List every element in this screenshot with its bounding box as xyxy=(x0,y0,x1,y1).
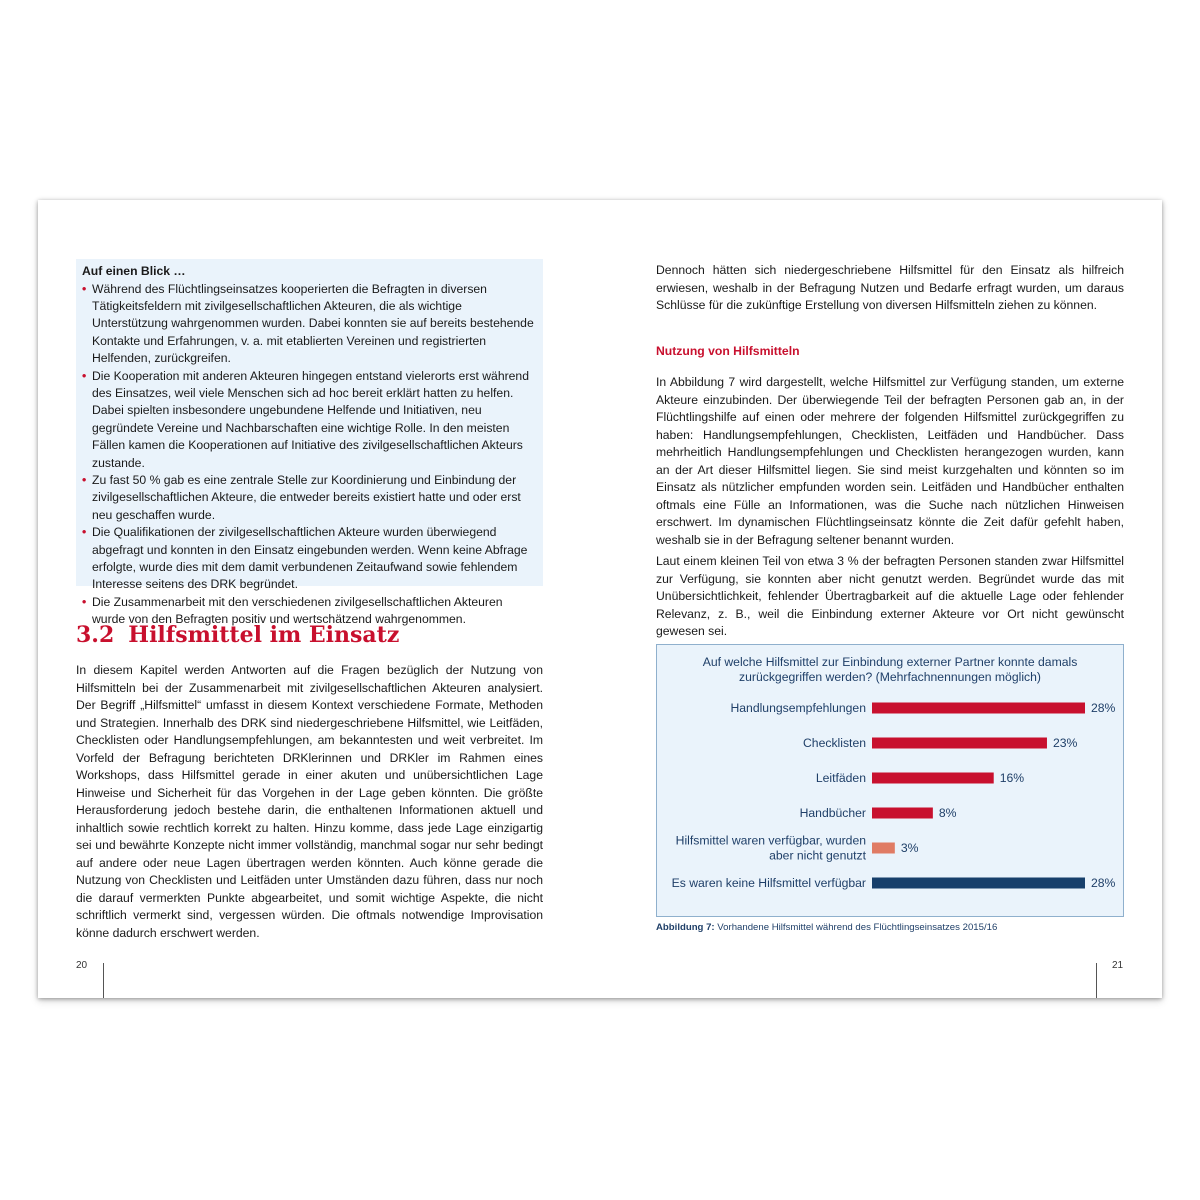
chart-value-label: 23% xyxy=(1052,736,1078,750)
chart-value-label: 28% xyxy=(1091,701,1116,715)
chart-category-label: Checklisten xyxy=(803,736,866,750)
bullet-icon: • xyxy=(82,525,87,540)
figure-caption-label: Abbildung 7: xyxy=(656,922,715,933)
summary-item: • Während des Flüchtlingseinsatzes kooperierten die Befragten in diversen Tätigkeitsfeldern mit zivilgesellschaftlichen Akteuren, die als wichtige Unterstützung wahrgenommen wurden. Dabei konnten sie auf bereits bestehende Kontakte und Erfahrungen, v. a. mit etablierten Vereinen und registrierten Helfenden, zurückgreifen. xyxy=(82,281,534,366)
chart-category-label: Es waren keine Hilfsmittel verfügbar xyxy=(671,876,866,890)
figure-caption-text: Vorhandene Hilfsmittel während des Flüchtlingseinsatzes 2015/16 xyxy=(717,922,998,933)
section-subheading: Nutzung von Hilfsmitteln xyxy=(656,344,800,358)
bullet-icon: • xyxy=(82,472,87,487)
page-divider-right xyxy=(1096,963,1097,998)
bullet-icon: • xyxy=(82,594,87,609)
summary-item: • Die Qualifikationen der zivilgesellschaftlichen Akteure wurden überwiegend abgefragt und konnten in den Einsatz eingebunden werden. Wenn keine Abfrage erfolgte, wurde dies mit dem damit verbundenen Zeitaufwand sowie fehlendem Interesse seitens des DRK begründet. xyxy=(82,525,528,592)
chart-bar xyxy=(872,878,1085,889)
chart-bar xyxy=(872,738,1047,749)
summary-box-title: Auf einen Blick … xyxy=(82,264,186,278)
left-body-text: In diesem Kapitel werden Antworten auf die Fragen bezüglich der Nutzung von Hilfsmitteln bei der Zusammenarbeit mit zivilgesellschaftlichen Akteuren analysiert. Der Begriff „Hilfsmittel“ umfasst in diesem Kontext verschiedene Formate, Methoden und Strategien. Innerhalb des DRK sind niedergeschriebene Hilfsmittel, wie Leitfäden, Checklisten oder Handlungsempfehlungen, am bekanntesten und weit verbreitet. Im Vorfeld der Befragung berichteten DRKlerinnen und DRKler im Rahmen eines Workshops, dass Hilfsmittel gerade in einer akuten und unübersichtlichen Lage Hinweise und Sicherheit für das Vorgehen in der Lage geben könnten. Die größte Herausforderung jedoch bestehe darin, die enthaltenen Informationen aktuell und inhaltlich sowie rechtlich korrekt zu halten. Hinzu komme, dass jede Lage einzigartig sei und bewährte Konzepte nicht immer vollständig, manchmal sogar nur sehr bedingt auf andere oder neue Lagen übertragen werden könnten. Auch könne gerade die Nutzung von Checklisten und Leitfäden unter Umständen dazu führen, dass nur noch die darauf vermerkten Punkte abgearbeitet, und somit wichtige Aspekte, die nicht schriftlich vermerkt sind, vergessen würden. Die oftmals notwendige Improvisation könne dadurch erschwert werden. xyxy=(76,663,543,940)
page-number-right: 21 xyxy=(1112,960,1124,971)
bullet-icon: • xyxy=(82,281,87,296)
figure-caption xyxy=(656,922,997,933)
summary-list xyxy=(82,281,537,629)
bar-chart xyxy=(657,645,1123,916)
right-paragraph-1: In Abbildung 7 wird dargestellt, welche Hilfsmittel zur Verfügung standen, um externe Akteure einzubinden. Der überwiegende Teil der befragten Personen gab an, in der Flüchtlingshilfe auf einen oder mehrere der folgenden Hilfsmittel zurückgegriffen zu haben: Handlungsempfehlungen, Checklisten, Leitfäden und Handbücher. Dass mehrheitlich Handlungsempfehlungen und Checklisten herangezogen wurden, kann an der Art dieser Hilfsmittel liegen. Sie sind meist kurzgehalten und könnten so im Einsatz als nützlicher empfunden worden sein. Leitfäden und Handbücher enthalten oftmals eine Fülle an Informationen, was die Suche nach nützlichen Hinweisen erschwert. Im dynamischen Flüchtlingseinsatz könnte die Zeit dafür gefehlt haben, weshalb sie in der Befragung seltener benannt wurden. xyxy=(656,375,1124,547)
chart-category-label: Hilfsmittel waren verfügbar, wurden xyxy=(675,833,866,848)
chart-value-label: 3% xyxy=(900,841,919,855)
chart-value-label: 28% xyxy=(1091,876,1116,890)
page-number-left: 20 xyxy=(76,960,88,971)
right-paragraph-2: Laut einem kleinen Teil von etwa 3 % der befragten Personen standen zwar Hilfsmittel zur Verfügung, sie konnten aber nicht genutzt werden. Begründet wurde das mit Unübersichtlichkeit, fehlender Übertragbarkeit auf die aktuelle Lage oder fehlender Relevanz, z. B., weil die Einbindung externer Akteure vor Ort nicht gewünscht gewesen sei. xyxy=(656,554,1124,638)
summary-box xyxy=(76,259,543,627)
chart-bar xyxy=(872,808,933,819)
chart-category-label: Leitfäden xyxy=(815,771,866,785)
summary-item: • Die Kooperation mit anderen Akteuren hingegen entstand vielerorts erst während des Einsatzes, weil viele Menschen sich ad hoc bereit erklärt hatten zu helfen. Dabei spielten insbesondere ungebundene Helfende und Initiativen, neu gegründete Vereine und Nachbarschaften eine wichtige Rolle. In den meisten Fällen kamen die Kooperationen auf Initiative des zivilgesellschaftlichen Akteurs zustande. xyxy=(82,368,529,470)
chapter-title: Hilfsmittel im Einsatz xyxy=(128,622,400,648)
right-intro-text: Dennoch hätten sich niedergeschriebene Hilfsmittel für den Einsatz als hilfreich erwiesen, weshalb in der Befragung Nutzen und Bedarfe erfragt wurden, um daraus Schlüsse für die zukünftige Erstellung von diversen Hilfsmitteln ziehen zu können. xyxy=(656,263,1124,312)
page-divider-left xyxy=(103,963,104,998)
chart-bar xyxy=(872,773,994,784)
chart-title-line2: zurückgegriffen werden? (Mehrfachnennungen möglich) xyxy=(739,670,1041,684)
chart-bar xyxy=(872,703,1085,714)
chart-box xyxy=(656,644,1124,917)
chart-category-label: Handlungsempfehlungen xyxy=(730,701,866,715)
chapter-number: 3.2 xyxy=(76,622,115,648)
chart-title-line1: Auf welche Hilfsmittel zur Einbindung externer Partner konnte damals xyxy=(702,655,1078,669)
chart-value-label: 8% xyxy=(938,806,957,820)
chapter-heading xyxy=(76,622,399,648)
bullet-icon: • xyxy=(82,368,87,383)
summary-item: • Zu fast 50 % gab es eine zentrale Stelle zur Koordinierung und Einbindung der zivilgesellschaftlichen Akteure, die entweder bereits existiert hatte und oder erst neu geschaffen wurde. xyxy=(82,472,521,522)
chart-category-label: Handbücher xyxy=(799,806,866,820)
summary-item: • Die Zusammenarbeit mit den verschiedenen zivilgesellschaftlichen Akteuren wurde von den Befragten positiv und wertschätzend wahrgenommen. xyxy=(82,594,503,627)
chart-bar xyxy=(872,843,895,854)
chart-value-label: 16% xyxy=(999,771,1025,785)
chart-category-label: aber nicht genutzt xyxy=(769,848,866,863)
